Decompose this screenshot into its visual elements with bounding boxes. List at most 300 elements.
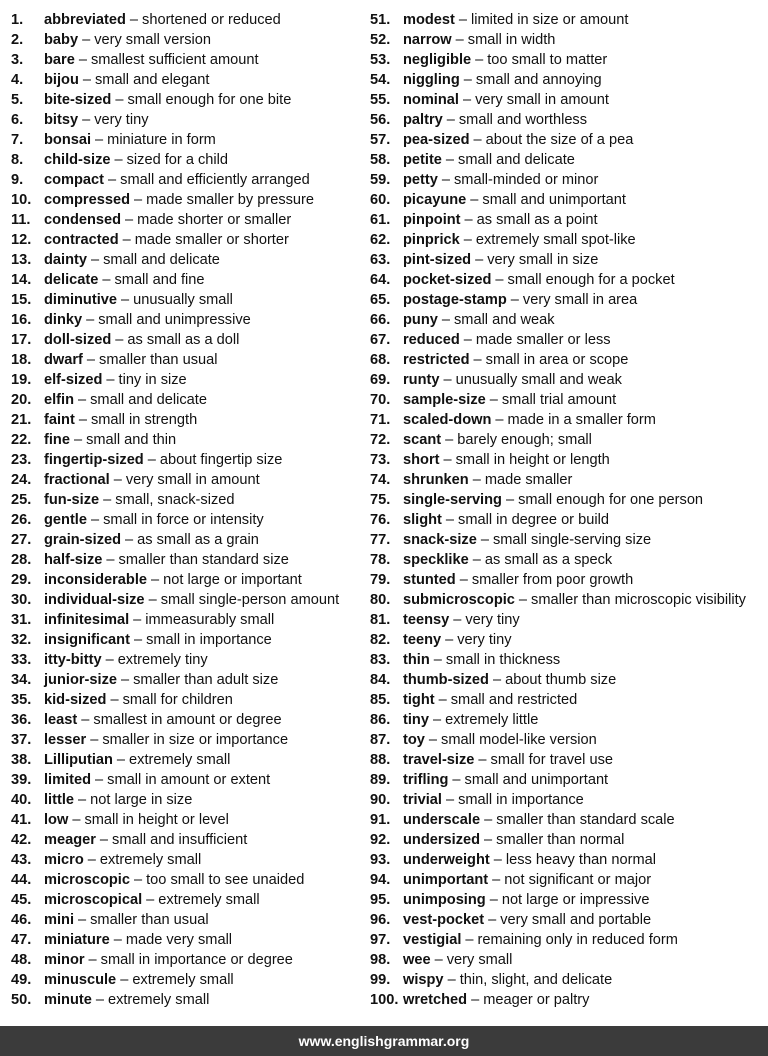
item-word: minor (44, 952, 85, 968)
item-number: 28. (11, 552, 32, 568)
list-item (11, 630, 361, 650)
item-dash: – (438, 692, 447, 708)
list-item (370, 870, 766, 890)
list-item (370, 270, 766, 290)
item-number: 18. (11, 352, 32, 368)
list-item (11, 330, 361, 350)
item-dash: – (103, 492, 112, 508)
item-number: 43. (11, 852, 32, 868)
item-dash: – (133, 632, 143, 648)
item-word: microscopical (44, 892, 143, 908)
item-number: 4. (11, 72, 24, 88)
item-definition: small model-like version (441, 732, 597, 748)
list-item (370, 990, 766, 1010)
list-item (370, 570, 766, 590)
list-item (11, 710, 361, 730)
item-definition: very small (446, 952, 513, 968)
item-definition: smaller in size or importance (102, 732, 289, 748)
item-word: contracted (44, 232, 119, 248)
item-dash: – (125, 212, 134, 228)
item-word: child-size (44, 152, 111, 168)
item-dash: – (82, 112, 91, 128)
list-item (11, 550, 361, 570)
item-dash: – (463, 332, 472, 348)
item-number: 27. (11, 532, 32, 548)
footer-bar (0, 1026, 768, 1056)
item-definition: extremely small (107, 992, 210, 1008)
list-item (370, 190, 766, 210)
item-number: 62. (370, 232, 391, 248)
item-word: bijou (44, 72, 79, 88)
item-dash: – (493, 852, 502, 868)
item-word: junior-size (44, 672, 117, 688)
item-number: 50. (11, 992, 32, 1008)
list-item (11, 750, 361, 770)
item-dash: – (443, 372, 452, 388)
item-number: 44. (11, 872, 32, 888)
list-item (370, 290, 766, 310)
item-word: individual-size (44, 592, 145, 608)
item-word: scant (403, 432, 442, 448)
item-word: postage-stamp (403, 292, 507, 308)
item-word: toy (403, 732, 425, 748)
item-number: 23. (11, 452, 32, 468)
item-number: 9. (11, 172, 24, 188)
item-number: 46. (11, 912, 32, 928)
item-dash: – (120, 672, 130, 688)
item-definition: small and unimpressive (98, 312, 251, 328)
item-dash: – (465, 932, 474, 948)
item-definition: small and thin (86, 432, 177, 448)
item-dash: – (148, 592, 157, 608)
item-definition: small in thickness (445, 652, 561, 668)
list-item (11, 30, 361, 50)
list-item (370, 850, 766, 870)
item-definition: very tiny (94, 112, 149, 128)
item-number: 26. (11, 512, 32, 528)
item-word: shrunken (403, 472, 469, 488)
item-word: minute (44, 992, 92, 1008)
item-definition: extremely small (129, 752, 231, 768)
item-dash: – (441, 172, 450, 188)
item-word: fun-size (44, 492, 100, 508)
item-number: 33. (11, 652, 32, 668)
item-number: 63. (370, 252, 391, 268)
item-word: least (44, 712, 78, 728)
item-number: 73. (370, 452, 391, 468)
item-word: puny (403, 312, 438, 328)
item-number: 24. (11, 472, 32, 488)
item-number: 59. (370, 172, 391, 188)
item-dash: – (86, 352, 96, 368)
item-definition: very small in amount (125, 472, 260, 488)
item-word: unimposing (403, 892, 486, 908)
item-word: gentle (44, 512, 87, 528)
item-number: 1. (11, 12, 24, 28)
item-dash: – (462, 92, 472, 108)
item-number: 71. (370, 412, 391, 428)
item-word: infinitesimal (44, 612, 130, 628)
item-dash: – (473, 352, 482, 368)
list-item (370, 530, 766, 550)
item-number: 77. (370, 532, 391, 548)
item-number: 61. (370, 212, 391, 228)
list-item (11, 210, 361, 230)
list-item (370, 410, 766, 430)
list-item (11, 850, 361, 870)
item-dash: – (115, 332, 124, 348)
item-definition: not large in size (90, 792, 193, 808)
list-item (370, 790, 766, 810)
item-definition: made shorter or smaller (137, 212, 292, 228)
item-definition: small in width (467, 32, 556, 48)
item-definition: remaining only in reduced form (477, 932, 678, 948)
item-number: 32. (11, 632, 32, 648)
list-item (370, 430, 766, 450)
item-dash: – (484, 812, 493, 828)
list-item (370, 670, 766, 690)
item-dash: – (445, 792, 455, 808)
item-dash: – (82, 72, 91, 88)
item-dash: – (133, 192, 143, 208)
item-word: bonsai (44, 132, 92, 148)
item-word: submicroscopic (403, 592, 515, 608)
item-definition: smaller than normal (496, 832, 625, 848)
item-definition: very small in amount (475, 92, 609, 108)
list-item (11, 830, 361, 850)
item-number: 31. (11, 612, 32, 628)
item-definition: miniature in form (107, 132, 216, 148)
item-dash: – (445, 432, 454, 448)
item-word: diminutive (44, 292, 117, 308)
item-word: sample-size (403, 392, 486, 408)
list-item (370, 370, 766, 390)
list-item (11, 910, 361, 930)
item-number: 37. (11, 732, 32, 748)
item-word: baby (44, 32, 79, 48)
item-word: fine (44, 432, 70, 448)
item-definition: small and annoying (475, 72, 602, 88)
item-definition: less heavy than normal (505, 852, 656, 868)
item-number: 94. (370, 872, 391, 888)
item-number: 30. (11, 592, 32, 608)
item-dash: – (447, 972, 456, 988)
item-number: 17. (11, 332, 32, 348)
list-item (370, 550, 766, 570)
item-number: 64. (370, 272, 391, 288)
item-dash: – (443, 452, 452, 468)
item-word: itty-bitty (44, 652, 102, 668)
item-word: Lilliputian (44, 752, 113, 768)
item-definition: sized for a child (126, 152, 229, 168)
list-item (11, 390, 361, 410)
item-definition: about thumb size (505, 672, 617, 688)
item-definition: very tiny (457, 632, 512, 648)
item-definition: smaller than standard scale (496, 812, 675, 828)
item-dash: – (492, 672, 502, 688)
list-item (370, 590, 766, 610)
item-definition: made smaller or shorter (134, 232, 289, 248)
list-item (370, 650, 766, 670)
item-dash: – (446, 112, 455, 128)
item-number: 48. (11, 952, 32, 968)
item-definition: small and unimportant (482, 192, 626, 208)
item-definition: made in a smaller form (507, 412, 656, 428)
item-definition: smaller than microscopic visibility (531, 592, 746, 608)
item-definition: as small as a speck (484, 552, 613, 568)
item-definition: unusually small and weak (455, 372, 622, 388)
item-word: bite-sized (44, 92, 112, 108)
item-number: 5. (11, 92, 24, 108)
item-word: slight (403, 512, 442, 528)
item-word: wee (403, 952, 431, 968)
list-item (370, 30, 766, 50)
item-definition: small and insufficient (112, 832, 248, 848)
list-item (370, 730, 766, 750)
item-number: 51. (370, 12, 391, 28)
item-number: 92. (370, 832, 391, 848)
item-number: 19. (11, 372, 32, 388)
item-dash: – (73, 432, 83, 448)
item-word: minuscule (44, 972, 117, 988)
item-word: pinpoint (403, 212, 461, 228)
item-definition: too small to matter (487, 52, 608, 68)
item-definition: small trial amount (501, 392, 617, 408)
list-item (11, 810, 361, 830)
item-word: trivial (403, 792, 442, 808)
list-item (11, 150, 361, 170)
item-number: 11. (11, 212, 31, 228)
item-definition: about the size of a pea (485, 132, 634, 148)
item-dash: – (114, 152, 123, 168)
item-definition: small for children (122, 692, 233, 708)
item-word: underscale (403, 812, 481, 828)
item-dash: – (78, 912, 87, 928)
item-definition: made very small (125, 932, 233, 948)
list-item (11, 70, 361, 90)
list-item (370, 470, 766, 490)
list-item (370, 150, 766, 170)
item-number: 12. (11, 232, 32, 248)
item-word: meager (44, 832, 96, 848)
item-dash: – (113, 932, 122, 948)
item-dash: – (432, 712, 442, 728)
item-word: elfin (44, 392, 74, 408)
item-definition: small and efficiently arranged (120, 172, 310, 188)
list-item (370, 330, 766, 350)
item-dash: – (505, 492, 515, 508)
list-item (370, 890, 766, 910)
item-number: 52. (370, 32, 391, 48)
list-item (11, 90, 361, 110)
item-dash: – (472, 472, 481, 488)
item-dash: – (133, 872, 143, 888)
item-definition: smaller than usual (90, 912, 209, 928)
item-dash: – (495, 272, 504, 288)
list-item (11, 350, 361, 370)
item-word: runty (403, 372, 440, 388)
item-word: compressed (44, 192, 130, 208)
item-dash: – (120, 292, 130, 308)
list-item (11, 650, 361, 670)
item-word: scaled-down (403, 412, 492, 428)
item-definition: small in area or scope (485, 352, 629, 368)
item-dash: – (81, 712, 90, 728)
list-item (370, 510, 766, 530)
item-dash: – (464, 212, 473, 228)
item-definition: very small and portable (500, 912, 652, 928)
list-item (11, 450, 361, 470)
item-number: 99. (370, 972, 391, 988)
list-item (370, 970, 766, 990)
item-number: 38. (11, 752, 32, 768)
item-definition: small in strength (90, 412, 198, 428)
list-item (11, 570, 361, 590)
item-dash: – (78, 52, 87, 68)
item-number: 22. (11, 432, 32, 448)
item-word: travel-size (403, 752, 475, 768)
list-item (11, 10, 361, 30)
item-number: 87. (370, 732, 391, 748)
list-item (11, 530, 361, 550)
item-definition: tiny in size (118, 372, 187, 388)
list-item (370, 810, 766, 830)
item-word: pea-sized (403, 132, 470, 148)
item-dash: – (492, 872, 501, 888)
item-definition: small-minded or minor (454, 172, 599, 188)
item-word: limited (44, 772, 92, 788)
list-item (370, 630, 766, 650)
item-dash: – (147, 452, 156, 468)
item-word: stunted (403, 572, 456, 588)
item-dash: – (475, 252, 484, 268)
item-definition: limited in size or amount (471, 12, 629, 28)
list-item (11, 170, 361, 190)
item-word: bitsy (44, 112, 79, 128)
item-definition: smaller than adult size (133, 672, 279, 688)
item-number: 96. (370, 912, 391, 928)
item-word: mini (44, 912, 74, 928)
item-word: lesser (44, 732, 87, 748)
item-word: kid-sized (44, 692, 107, 708)
item-dash: – (72, 812, 81, 828)
item-dash: – (102, 272, 111, 288)
list-item (370, 90, 766, 110)
item-dash: – (108, 172, 117, 188)
item-definition: extremely small spot-like (475, 232, 636, 248)
item-word: tight (403, 692, 435, 708)
item-number: 7. (11, 132, 24, 148)
item-definition: small single-serving size (492, 532, 652, 548)
list-item (11, 290, 361, 310)
item-definition: not large or impressive (501, 892, 650, 908)
item-dash: – (495, 412, 504, 428)
item-word: wretched (403, 992, 468, 1008)
item-number: 35. (11, 692, 32, 708)
item-dash: – (146, 892, 155, 908)
item-definition: as small as a point (476, 212, 598, 228)
item-dash: – (463, 72, 472, 88)
item-word: snack-size (403, 532, 477, 548)
item-definition: small, snack-sized (115, 492, 235, 508)
item-dash: – (129, 12, 139, 28)
footer-website[interactable]: www.englishgrammar.org (298, 1033, 470, 1049)
item-dash: – (470, 192, 479, 208)
item-number: 53. (370, 52, 391, 68)
item-word: restricted (403, 352, 470, 368)
item-number: 49. (11, 972, 32, 988)
item-definition: smallest in amount or degree (93, 712, 282, 728)
item-dash: – (115, 92, 124, 108)
item-number: 21. (11, 412, 32, 428)
item-number: 84. (370, 672, 391, 688)
item-dash: – (480, 532, 489, 548)
item-definition: small and weak (454, 312, 555, 328)
list-item (11, 690, 361, 710)
item-dash: – (95, 772, 104, 788)
item-definition: small and restricted (450, 692, 578, 708)
list-item (11, 250, 361, 270)
item-number: 34. (11, 672, 32, 688)
item-dash: – (459, 572, 468, 588)
item-number: 57. (370, 132, 391, 148)
item-number: 100. (370, 992, 399, 1008)
item-definition: small in force or intensity (103, 512, 264, 528)
item-number: 98. (370, 952, 391, 968)
item-dash: – (82, 32, 91, 48)
item-number: 97. (370, 932, 391, 948)
list-item (11, 130, 361, 150)
item-number: 58. (370, 152, 391, 168)
item-definition: small and delicate (458, 152, 575, 168)
item-number: 85. (370, 692, 391, 708)
item-dash: – (445, 632, 454, 648)
item-definition: as small as a grain (137, 532, 259, 548)
item-definition: immeasurably small (145, 612, 275, 628)
item-number: 69. (370, 372, 391, 388)
item-number: 15. (11, 292, 32, 308)
item-dash: – (453, 612, 462, 628)
item-word: pinprick (403, 232, 460, 248)
list-item (11, 870, 361, 890)
item-dash: – (106, 552, 115, 568)
item-dash: – (472, 552, 481, 568)
list-item (11, 310, 361, 330)
item-dash: – (78, 392, 87, 408)
item-definition: small in degree or build (458, 512, 609, 528)
item-dash: – (90, 512, 100, 528)
item-definition: very small version (94, 32, 211, 48)
item-dash: – (99, 832, 109, 848)
item-number: 14. (11, 272, 32, 288)
item-dash: – (452, 772, 461, 788)
item-number: 29. (11, 572, 32, 588)
item-word: pocket-sized (403, 272, 492, 288)
list-item (370, 70, 766, 90)
item-dash: – (90, 732, 99, 748)
item-number: 3. (11, 52, 24, 68)
list-item (11, 610, 361, 630)
item-number: 89. (370, 772, 391, 788)
item-number: 66. (370, 312, 391, 328)
item-number: 8. (11, 152, 24, 168)
item-definition: very tiny (465, 612, 520, 628)
item-definition: not significant or major (504, 872, 652, 888)
item-dash: – (489, 392, 498, 408)
item-word: condensed (44, 212, 122, 228)
list-item (11, 930, 361, 950)
item-number: 55. (370, 92, 391, 108)
